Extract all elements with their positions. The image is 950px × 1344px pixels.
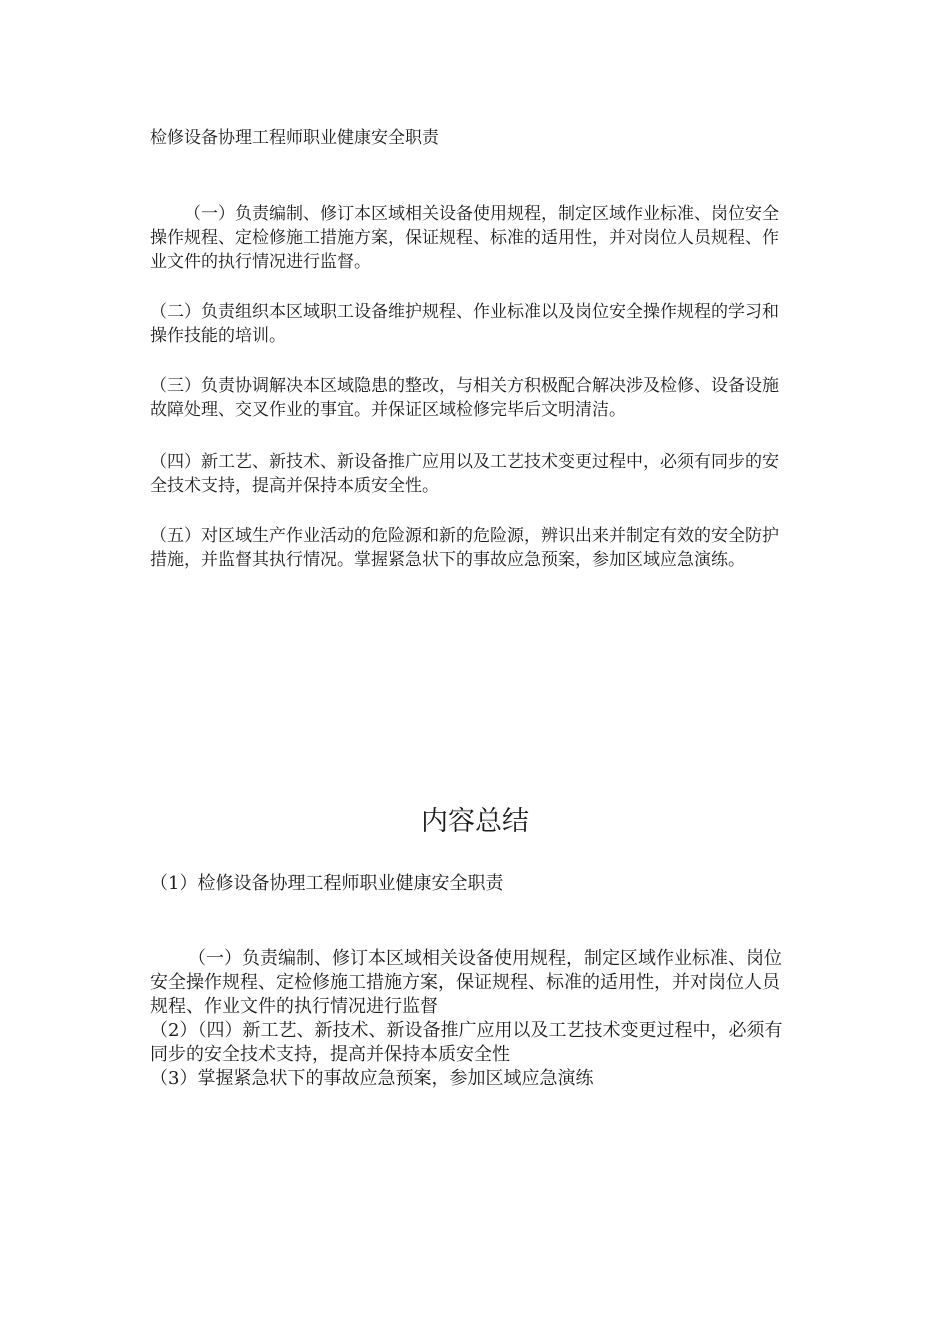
summary-item-1: （1）检修设备协理工程师职业健康安全职责 bbox=[150, 873, 504, 894]
paragraph-3: （三）负责协调解决本区域隐患的整改，与相关方积极配合解决涉及检修、设备设施故障处理、交叉作业的事宜。并保证区域检修完毕后文明清洁。 bbox=[150, 376, 779, 420]
summary-heading: 内容总结 bbox=[421, 806, 529, 837]
paragraph-4: （四）新工艺、新技术、新设备推广应用以及工艺技术变更过程中，必须有同步的安全技术支持，提高并保持本质安全性。 bbox=[150, 452, 779, 496]
summary-details bbox=[150, 947, 795, 1091]
paragraph-5: （五）对区域生产作业活动的危险源和新的危险源，辨识出来并制定有效的安全防护措施，并监督其执行情况。掌握紧急状下的事故应急预案，参加区域应急演练。 bbox=[150, 526, 779, 570]
paragraph-2: （二）负责组织本区域职工设备维护规程、作业标准以及岗位安全操作规程的学习和操作技能的培训。 bbox=[150, 302, 779, 346]
summary-item-3: （3）掌握紧急状下的事故应急预案，参加区域应急演练 bbox=[150, 1068, 594, 1089]
document-title: 检修设备协理工程师职业健康安全职责 bbox=[150, 128, 439, 148]
paragraph-1: （一）负责编制、修订本区域相关设备使用规程，制定区域作业标准、岗位安全操作规程、定检修施工措施方案，保证规程、标准的适用性，并对岗位人员规程、作业文件的执行情况进行监督。 bbox=[150, 204, 779, 272]
summary-item-2: （2）（四）新工艺、新技术、新设备推广应用以及工艺技术变更过程中，必须有同步的安全技术支持，提高并保持本质安全性 bbox=[150, 1020, 783, 1065]
summary-item-1-detail: （一）负责编制、修订本区域相关设备使用规程，制定区域作业标准、岗位安全操作规程、定检修施工措施方案，保证规程、标准的适用性，并对岗位人员规程、作业文件的执行情况进行监督 bbox=[150, 948, 782, 1017]
